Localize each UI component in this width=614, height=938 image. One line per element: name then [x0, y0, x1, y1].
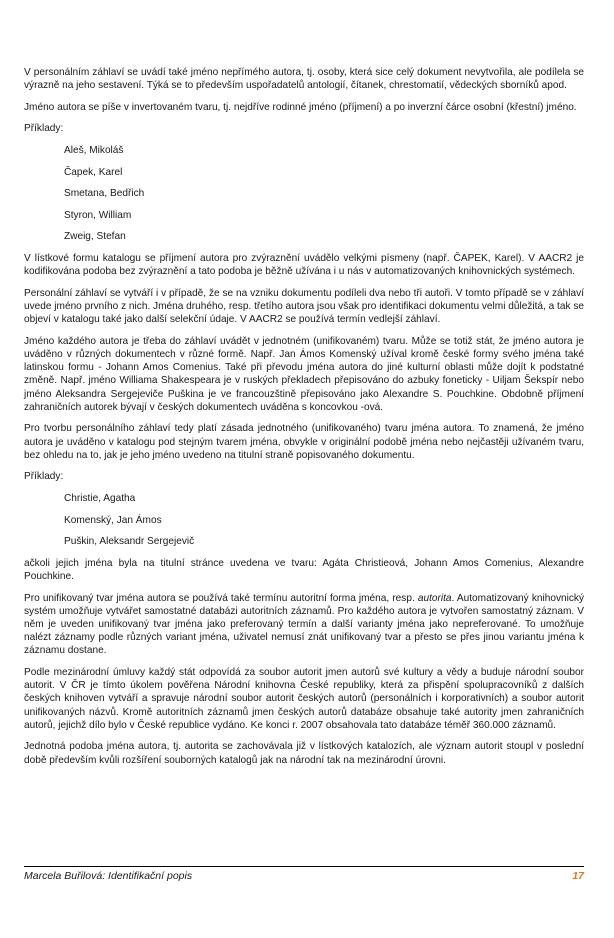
- paragraph-text: Pro unifikovaný tvar jména autora se používá také termínu autoritní forma jména, resp.: [24, 592, 418, 604]
- example-item: Zweig, Stefan: [64, 231, 126, 243]
- examples-label: Příklady:: [24, 123, 64, 135]
- examples-label: Příklady:: [24, 471, 64, 483]
- footer-divider: [24, 866, 584, 867]
- example-item: Smetana, Bedřich: [64, 188, 145, 200]
- paragraph: V personálním záhlaví se uvádí také jméno nepřímého autora, tj. osoby, která sice celý dokument nevytvořila, ale podílela se výrazně na jeho sestavení. Týká se to především uspořadatelů antologií, čítanek, chrestomatií, vědeckých sborníků apod.: [24, 67, 584, 92]
- document-body: [24, 66, 584, 775]
- paragraph: Jednotná podoba jména autora, tj. autorita se zachovávala již v lístkových katalozích, ale význam autorit stoupl v poslední době především kvůli rozšíření souborných katalogů jak na národní tak na mezinárodní úrovni.: [24, 741, 584, 766]
- example-item: Komenský, Jan Ámos: [64, 514, 162, 526]
- paragraph: [24, 592, 584, 658]
- paragraph: Personální záhlaví se vytváří i v případě, že se na vzniku dokumentu podíleli dva nebo tři autoři. V tomto případě se v záhlaví uvede jméno prvního z nich. Jména druhého, resp. třetího autora jsou však pro identifikaci dokumentu velmi důležitá, a tak se objeví v katalogu také jako další selekční údaje. V AACR2 se používá termín vedlejší záhlaví.: [24, 287, 584, 326]
- emphasized-term: autorita: [417, 592, 452, 604]
- example-item: Christie, Agatha: [64, 492, 136, 504]
- paragraph: Pro tvorbu personálního záhlaví tedy platí zásada jednotného (unifikovaného) tvaru jména autora. To znamená, že jméno autora je uváděno v katalogu pod stejným tvarem jména, obvykle v originální podobě jména nebo nejčastěji užívaném tvaru, bez ohledu na to, jak je jeho jméno uvedeno na titulní straně popisovaného dokumentu.: [24, 423, 584, 461]
- example-item: Puškin, Aleksandr Sergejevič: [64, 536, 195, 548]
- paragraph: Jméno autora se píše v invertovaném tvaru, tj. nejdříve rodinné jméno (příjmení) a po inverzní čárce osobní (křestní) jméno.: [24, 101, 577, 113]
- example-item: Čapek, Karel: [64, 166, 123, 178]
- example-item: Styron, William: [64, 209, 132, 221]
- paragraph: ačkoli jejich jména byla na titulní stránce uvedena ve tvaru: Agáta Christieová, Johann Amos Comenius, Alexandre Pouchkine.: [24, 557, 584, 582]
- footer-author: Marcela Buřilová: Identifikační popis: [24, 870, 193, 882]
- paragraph: Jméno každého autora je třeba do záhlaví uvádět v jednotném (unifikovaném) tvaru. Může se totiž stát, že jméno autora je uváděno v různých dokumentech v různé formě. Např. Jan Ámos Komenský užíval kromě české formy svého jména také latinskou formu - Johann Amos Comenius. Také při převodu jména autora do jiné kulturní oblasti může dojít k podstatné změně. Např. jméno Williama Shakespeara je v ruských překladech přepisováno do azbuky foneticky - Uiljam Šekspír nebo jméno Aleksandra Sergejeviče Puškina je ve francouzštině přepisováno jako Alexandre S. Pouchkine. Obdobně příjmení zahraničních autorek bývají v českých dokumentech uváděna s koncovkou -ová.: [24, 335, 584, 413]
- example-item: Aleš, Mikoláš: [64, 144, 124, 156]
- page-number: 17: [572, 870, 584, 882]
- paragraph: Podle mezinárodní úmluvy každý stát odpovídá za soubor autorit jmen autorů své kultury a vědy a buduje národní soubor autorit. V ČR je tímto úkolem pověřena Národní knihovna České republiky, která za přispění spolupracovníků z dalších českých knihoven vytváří a spravuje národní soubor autorit českých autorů (personálních i korporativních) a soubor autorit unifikovaných názvů. Kromě autoritních záznamů jmen českých autorů databáze obsahuje také autority jmen zahraničních autorů, jejichž dílo bylo v České republice vydáno. Ke konci r. 2007 obsahovala tato databáze téměř 360.000 záznamů.: [24, 666, 584, 731]
- paragraph-text: . Automatizovaný knihovnický systém umožňuje vytvářet samostatné databázi autoritních záznamů. Pro každého autora je vytvořen samostatný záznam. V něm je uveden unifikovaný tvar jména jako preferovaný termín a další varianty jména jako nepreferované. To umožňuje nalézt záznamy podle různých variant jména, uživatel nemusí znát unifikovaný tvar a přesto se přes jinou variantu jména k záznamu dostane.: [24, 592, 584, 657]
- paragraph: V lístkové formu katalogu se příjmení autora pro zvýraznění uvádělo velkými písmeny (např. ČAPEK, Karel). V AACR2 je kodifikována podoba bez zvýraznění a tato podoba je běžně užívána i u nás v automatizovaných knihovnických systémech.: [24, 252, 584, 278]
